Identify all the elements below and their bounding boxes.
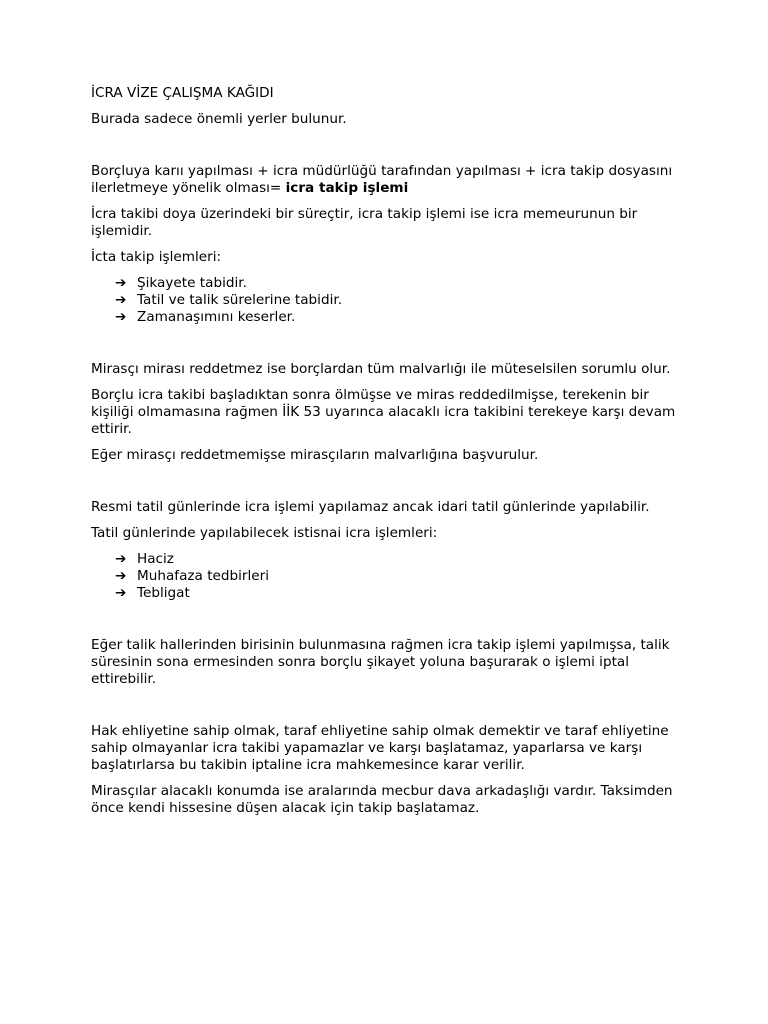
spacer <box>91 611 691 637</box>
spacer <box>91 473 691 499</box>
paragraph-mirasci-sorumlulugu: Mirasçı mirası reddetmez ise borçlardan tüm malvarlığı ile müteselsilen sorumlu olur. <box>91 361 671 377</box>
bullet-list-istisnai-islemler <box>91 551 691 602</box>
list-item-text: Tebligat <box>137 585 190 601</box>
definition-text: Borçluya karıı yapılması + icra müdürlüğü tarafından yapılması + icra takip dosyasını ilerletmeye yönelik olması= <box>91 163 673 196</box>
intro-text: Burada sadece önemli yerler bulunur. <box>91 111 347 127</box>
right-arrow-icon: ➔ <box>115 292 127 308</box>
list-heading-takip-islemleri: İcta takip işlemleri: <box>91 249 222 265</box>
paragraph-mirascilar-alacakli: Mirasçılar alacaklı konumda ise aralarında mecbur dava arkadaşlığı vardır. Taksimden önce kendi hissesine düşen alacak için takip başlatamaz. <box>91 783 673 816</box>
paragraph-borclu-olumu: Borçlu icra takibi başladıktan sonra ölmüşse ve miras reddedilmişse, terekenin bir kişiliği olmamasına rağmen İİK 53 uyarınca alacaklı icra takibini terekeye karşı devam ettirir. <box>91 387 676 437</box>
paragraph-talik-halleri: Eğer talik hallerinden birisinin bulunmasına rağmen icra takip işlemi yapılmışsa, talik süresinin sona ermesinden sonra borçlu şikayet yoluna başurarak o işlemi iptal ettirebilir. <box>91 637 670 687</box>
paragraph-mirasci-malvarligi: Eğer mirasçı reddetmemişse mirasçıların malvarlığına başvurulur. <box>91 447 539 463</box>
right-arrow-icon: ➔ <box>115 568 127 584</box>
list-item <box>115 568 691 585</box>
paragraph-hak-ehliyeti: Hak ehliyetine sahip olmak, taraf ehliyetine sahip olmak demektir ve taraf ehliyetine sahip olmayanlar icra takibi yapamazlar ve karşı başlatamaz, yaparlarsa ve karşı başlatırlarsa bu takibin iptaline icra mahkemesince karar verilir. <box>91 723 669 773</box>
paragraph-icra-takibi-surec: İcra takibi doya üzerindeki bir süreçtir, icra takip işlemi ise icra memeurunun bir işlemidir. <box>91 206 638 239</box>
list-heading-istisnai-islemler: Tatil günlerinde yapılabilecek istisnai icra işlemleri: <box>91 525 438 541</box>
list-item <box>115 551 691 568</box>
paragraph-icra-takip-islemi-definition <box>91 163 691 197</box>
bullet-list-takip-islemleri <box>91 275 691 326</box>
list-item <box>115 585 691 602</box>
document-page <box>91 85 691 826</box>
definition-term: icra takip işlemi <box>285 180 409 196</box>
right-arrow-icon: ➔ <box>115 309 127 325</box>
list-item <box>115 309 691 326</box>
list-item-text: Muhafaza tedbirleri <box>137 568 270 584</box>
spacer <box>91 697 691 723</box>
right-arrow-icon: ➔ <box>115 275 127 291</box>
list-item <box>115 292 691 309</box>
document-title: İCRA VİZE ÇALIŞMA KAĞIDI <box>91 85 274 101</box>
list-item <box>115 275 691 292</box>
right-arrow-icon: ➔ <box>115 551 127 567</box>
list-item-text: Zamanaşımını keserler. <box>137 309 296 325</box>
spacer <box>91 137 691 163</box>
list-item-text: Tatil ve talik sürelerine tabidir. <box>137 292 343 308</box>
list-item-text: Haciz <box>137 551 174 567</box>
paragraph-resmi-tatil: Resmi tatil günlerinde icra işlemi yapılamaz ancak idari tatil günlerinde yapılabilir. <box>91 499 650 515</box>
right-arrow-icon: ➔ <box>115 585 127 601</box>
list-item-text: Şikayete tabidir. <box>137 275 247 291</box>
spacer <box>91 335 691 361</box>
